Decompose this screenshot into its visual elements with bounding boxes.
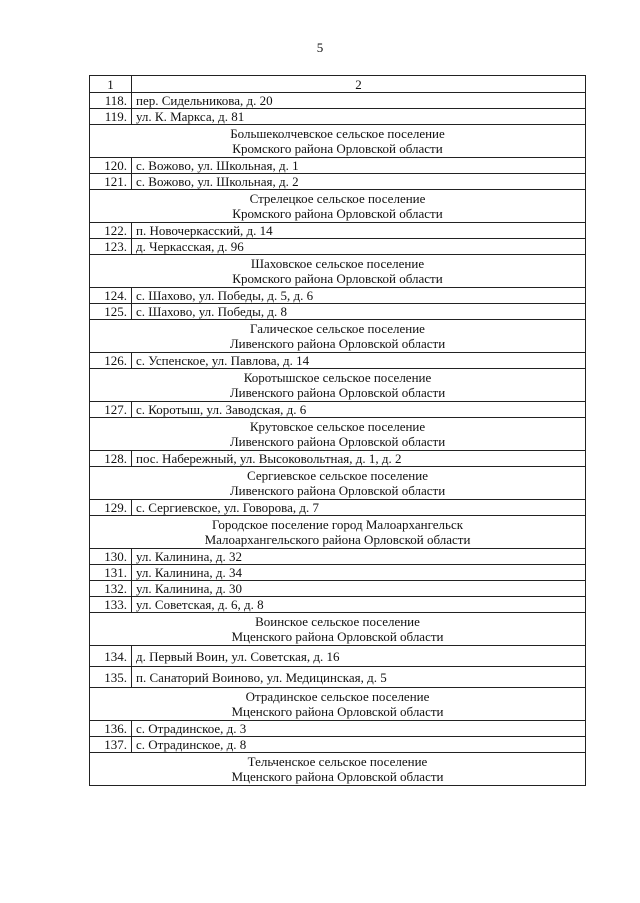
row-number: 127. (90, 402, 132, 418)
settlement-section-row (90, 125, 586, 158)
row-number: 129. (90, 500, 132, 516)
district-name: Ливенского района Орловской области (229, 434, 446, 449)
column-header-number: 1 (90, 76, 132, 93)
settlement-name: Отрадинское сельское поселение (245, 689, 430, 704)
settlement-name: Сергиевское сельское поселение (247, 468, 428, 483)
table-row (90, 402, 586, 418)
address-table-body (90, 76, 586, 786)
table-row (90, 158, 586, 174)
row-address: д. Черкасская, д. 96 (132, 239, 586, 255)
row-address: с. Отрадинское, д. 3 (132, 721, 586, 737)
district-name: Ливенского района Орловской области (229, 385, 446, 400)
district-name: Мценского района Орловской области (231, 629, 444, 644)
page-number: 5 (316, 40, 324, 55)
table-row (90, 223, 586, 239)
row-number: 136. (90, 721, 132, 737)
row-number: 120. (90, 158, 132, 174)
row-address: ул. Калинина, д. 34 (132, 565, 586, 581)
settlement-section-row (90, 190, 586, 223)
settlement-section-row (90, 688, 586, 721)
table-row (90, 174, 586, 190)
table-row (90, 721, 586, 737)
settlement-heading (90, 369, 586, 402)
row-address: с. Отрадинское, д. 8 (132, 737, 586, 753)
settlement-section-row (90, 418, 586, 451)
settlement-name: Городское поселение город Малоархангельск (211, 517, 464, 532)
table-header-row (90, 76, 586, 93)
district-name: Мценского района Орловской области (231, 704, 444, 719)
settlement-heading (90, 467, 586, 500)
district-name: Мценского района Орловской области (231, 769, 444, 784)
row-number: 131. (90, 565, 132, 581)
settlement-name: Большеколчевское сельское поселение (230, 126, 445, 141)
settlement-name: Тельченское сельское поселение (247, 754, 428, 769)
district-name: Малоархангельского района Орловской области (204, 532, 471, 547)
row-number: 124. (90, 288, 132, 304)
row-address: ул. Калинина, д. 32 (132, 549, 586, 565)
settlement-section-row (90, 613, 586, 646)
table-row (90, 93, 586, 109)
row-number: 119. (90, 109, 132, 125)
address-table (89, 75, 586, 786)
table-row (90, 451, 586, 467)
table-row (90, 597, 586, 613)
table-row (90, 581, 586, 597)
settlement-heading (90, 255, 586, 288)
column-header-address: 2 (132, 76, 586, 93)
settlement-heading (90, 516, 586, 549)
row-address: ул. Калинина, д. 30 (132, 581, 586, 597)
settlement-heading (90, 320, 586, 353)
table-row (90, 353, 586, 369)
row-number: 126. (90, 353, 132, 369)
row-address: с. Шахово, ул. Победы, д. 8 (132, 304, 586, 320)
settlement-section-row (90, 255, 586, 288)
row-number: 137. (90, 737, 132, 753)
settlement-heading (90, 125, 586, 158)
row-address: с. Вожово, ул. Школьная, д. 2 (132, 174, 586, 190)
settlement-section-row (90, 467, 586, 500)
row-address: д. Первый Воин, ул. Советская, д. 16 (132, 646, 586, 667)
table-row (90, 646, 586, 667)
district-name: Кромского района Орловской области (232, 271, 443, 286)
table-row (90, 239, 586, 255)
settlement-heading (90, 190, 586, 223)
row-number: 121. (90, 174, 132, 190)
settlement-section-row (90, 753, 586, 786)
settlement-heading (90, 753, 586, 786)
table-row (90, 304, 586, 320)
row-address: с. Вожово, ул. Школьная, д. 1 (132, 158, 586, 174)
settlement-heading (90, 613, 586, 646)
settlement-heading (90, 688, 586, 721)
settlement-section-row (90, 516, 586, 549)
row-address: пос. Набережный, ул. Высоковольтная, д. 1, д. 2 (132, 451, 586, 467)
district-name: Ливенского района Орловской области (229, 336, 446, 351)
row-number: 122. (90, 223, 132, 239)
row-number: 125. (90, 304, 132, 320)
row-address: пер. Сидельникова, д. 20 (132, 93, 586, 109)
district-name: Кромского района Орловской области (232, 206, 443, 221)
row-address: с. Коротыш, ул. Заводская, д. 6 (132, 402, 586, 418)
settlement-heading (90, 418, 586, 451)
row-number: 128. (90, 451, 132, 467)
settlement-name: Крутовское сельское поселение (249, 419, 426, 434)
row-address: п. Санаторий Воиново, ул. Медицинская, д. 5 (132, 667, 586, 688)
row-address: с. Шахово, ул. Победы, д. 5, д. 6 (132, 288, 586, 304)
row-address: ул. Советская, д. 6, д. 8 (132, 597, 586, 613)
row-number: 134. (90, 646, 132, 667)
settlement-section-row (90, 369, 586, 402)
table-row (90, 667, 586, 688)
district-name: Ливенского района Орловской области (229, 483, 446, 498)
row-address: с. Успенское, ул. Павлова, д. 14 (132, 353, 586, 369)
settlement-name: Коротышское сельское поселение (243, 370, 432, 385)
settlement-name: Воинское сельское поселение (255, 614, 420, 629)
row-number: 132. (90, 581, 132, 597)
row-address: п. Новочеркасский, д. 14 (132, 223, 586, 239)
table-row (90, 549, 586, 565)
table-row (90, 737, 586, 753)
row-number: 135. (90, 667, 132, 688)
settlement-name: Стрелецкое сельское поселение (249, 191, 426, 206)
settlement-name: Шаховское сельское поселение (250, 256, 425, 271)
row-address: с. Сергиевское, ул. Говорова, д. 7 (132, 500, 586, 516)
row-address: ул. К. Маркса, д. 81 (132, 109, 586, 125)
row-number: 123. (90, 239, 132, 255)
table-row (90, 500, 586, 516)
settlement-section-row (90, 320, 586, 353)
table-row (90, 288, 586, 304)
settlement-name: Галическое сельское поселение (250, 321, 425, 336)
row-number: 133. (90, 597, 132, 613)
district-name: Кромского района Орловской области (232, 141, 443, 156)
row-number: 118. (90, 93, 132, 109)
row-number: 130. (90, 549, 132, 565)
table-row (90, 565, 586, 581)
table-row (90, 109, 586, 125)
